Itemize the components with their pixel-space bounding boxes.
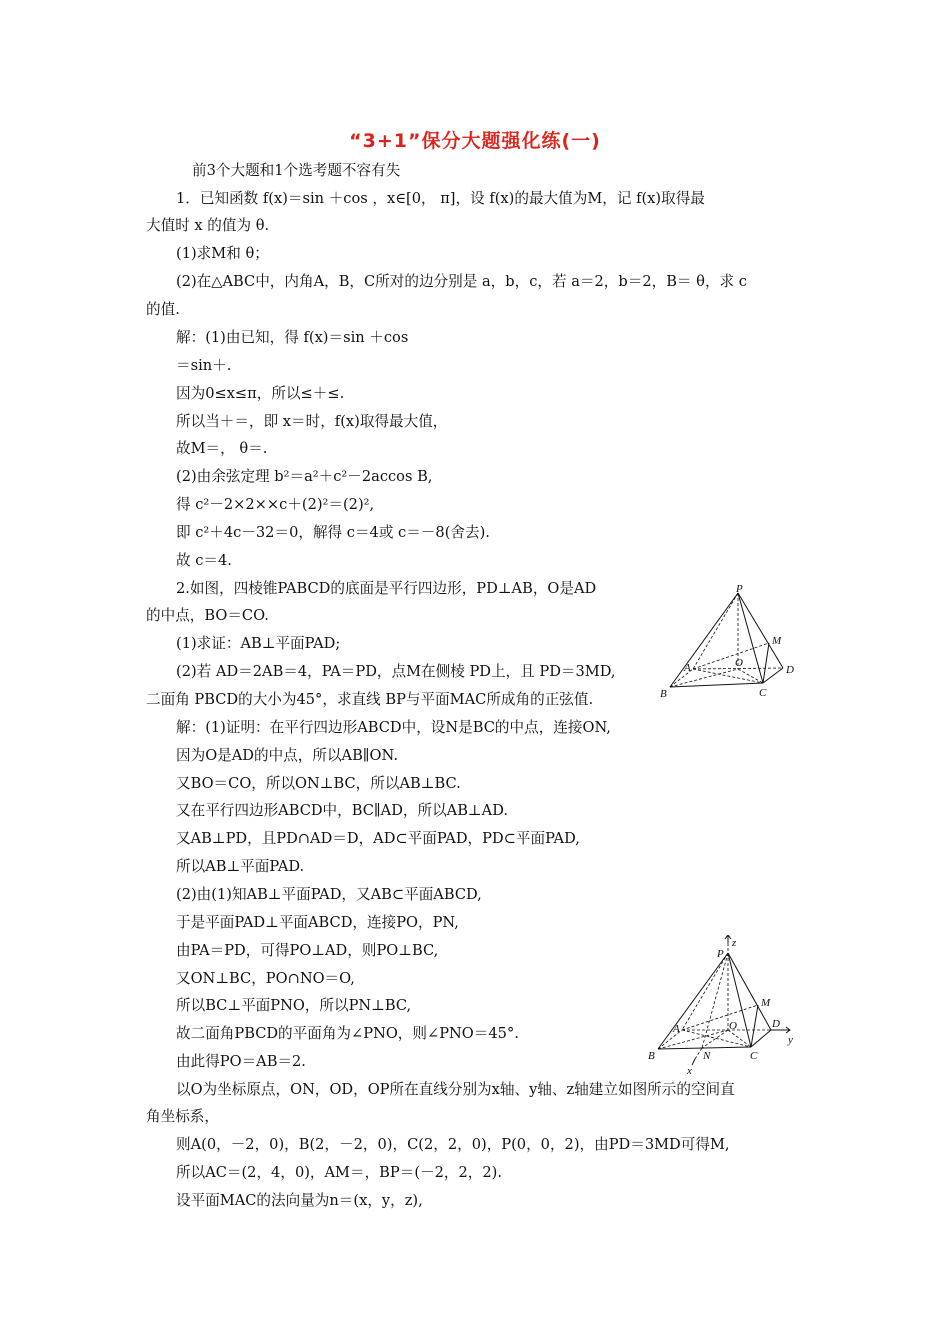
- page-title: “3+1”保分大题强化练(一): [349, 130, 601, 152]
- text-line: 解：(1)由已知，得 f(x)＝sin ＋cos: [176, 329, 409, 346]
- text-line: 1．已知函数 f(x)＝sin ＋cos ，x∈[0， π]，设 f(x)的最大值为M，记 f(x)取得最: [176, 190, 705, 207]
- text-line: 由此得PO＝AB＝2.: [176, 1053, 306, 1070]
- text-line: 又在平行四边形ABCD中，BC∥AD，所以AB⊥AD.: [176, 802, 509, 819]
- edge-PA: [682, 953, 728, 1030]
- text-line: 故 c＝4.: [176, 552, 232, 569]
- label-O: O: [735, 657, 743, 669]
- text-line: 于是平面PAD⊥平面ABCD，连接PO，PN,: [176, 914, 459, 931]
- label-x: x: [687, 1065, 692, 1075]
- text-line: (1)求证：AB⊥平面PAD;: [176, 635, 341, 652]
- text-line: 故二面角PBCD的平面角为∠PNO，则∠PNO＝45°.: [176, 1025, 519, 1042]
- text-line: (2)在△ABC中，内角A，B，C所对的边分别是 a，b，c，若 a＝2，b＝2，B＝ θ，求 c: [176, 273, 747, 290]
- edge-CM: [751, 1005, 758, 1047]
- text-line: 设平面MAC的法向量为n＝(x，y，z),: [176, 1192, 423, 1209]
- text-line: 二面角 PBCD的大小为45°，求直线 BP与平面MAC所成角的正弦值.: [146, 691, 594, 708]
- label-B: B: [648, 1050, 655, 1062]
- text-line: 得 c²－2×2××c＋(2)²＝(2)²,: [176, 496, 375, 513]
- text-line: 所以AC＝(2，4，0)，AM＝，BP＝(－2，2，2).: [176, 1164, 502, 1181]
- label-z: z: [732, 937, 737, 949]
- label-N: N: [703, 1050, 711, 1062]
- text-line: 的中点，BO＝CO.: [146, 607, 269, 624]
- text-line: 又ON⊥BC，PO∩NO＝O,: [176, 970, 355, 987]
- text-line: 又BO＝CO，所以ON⊥BC，所以AB⊥BC.: [176, 775, 461, 792]
- edge-PN: [702, 953, 728, 1048]
- label-M: M: [772, 635, 782, 647]
- edge-CD: [751, 1030, 771, 1047]
- edge-BC: [658, 1047, 751, 1049]
- text-line: 所以BC⊥平面PNO，所以PN⊥BC,: [176, 997, 412, 1014]
- text-line: 以O为坐标原点，ON，OD，OP所在直线分别为x轴、y轴、z轴建立如图所示的空间直: [176, 1081, 735, 1098]
- text-line: 又AB⊥PD，且PD∩AD＝D，AD⊂平面PAD，PD⊂平面PAD,: [176, 830, 580, 847]
- text-line: (1)求M和 θ；: [176, 245, 269, 262]
- text-line: 角坐标系，: [146, 1108, 219, 1125]
- label-A: A: [673, 1023, 680, 1035]
- label-D: D: [786, 664, 794, 676]
- text-line: 大值时 x 的值为 θ.: [146, 217, 270, 234]
- label-C: C: [750, 1050, 758, 1062]
- edge-AC: [682, 1030, 751, 1047]
- edge-CD: [763, 668, 783, 683]
- edge-PA: [693, 593, 738, 669]
- edge-PD: [738, 593, 783, 668]
- text-line: 因为O是AD的中点，所以AB∥ON.: [176, 747, 398, 764]
- text-line: 解：(1)证明：在平行四边形ABCD中，设N是BC的中点，连接ON,: [176, 719, 611, 736]
- edge-AC: [693, 669, 763, 683]
- edge-AM: [682, 1005, 758, 1030]
- text-line: 即 c²＋4c－32＝0，解得 c＝4或 c＝－8(舍去).: [176, 524, 490, 541]
- edge-PB: [658, 953, 728, 1049]
- text-line: 则A(0，－2，0)，B(2，－2，0)，C(2，2，0)，P(0，0，2)，由PD＝3MD可得M,: [176, 1136, 730, 1153]
- text-line: 所以当＋＝，即 x＝时，f(x)取得最大值，: [176, 413, 448, 430]
- label-B: B: [660, 688, 667, 700]
- label-P: P: [736, 585, 743, 595]
- edge-BC: [670, 683, 763, 687]
- edge-PC: [728, 953, 751, 1047]
- label-D: D: [772, 1018, 780, 1030]
- text-line: ＝sin＋.: [176, 357, 232, 374]
- edge-PC: [738, 593, 763, 683]
- label-P: P: [717, 948, 724, 960]
- edge-PD: [728, 953, 771, 1030]
- x-axis-dashed: [695, 1048, 702, 1059]
- text-line: 因为0≤x≤π，所以≤＋≤.: [176, 385, 345, 402]
- label-O: O: [729, 1020, 737, 1032]
- text-line: (2)由余弦定理 b²＝a²＋c²－2accos B,: [176, 468, 433, 485]
- text-line: 由PA＝PD，可得PO⊥AD，则PO⊥BC,: [176, 942, 439, 959]
- text-line: (2)若 AD＝2AB＝4，PA＝PD，点M在侧棱 PD上，且 PD＝3MD,: [176, 663, 616, 680]
- pyramid-figure-1: [655, 585, 805, 705]
- edge-PB: [670, 593, 738, 687]
- text-line: 2.如图，四棱锥PABCD的底面是平行四边形，PD⊥AB，O是AD: [176, 580, 597, 597]
- subtitle: 前3个大题和1个选考题不容有失: [192, 162, 401, 179]
- text-line: (2)由(1)知AB⊥平面PAD，又AB⊂平面ABCD,: [176, 886, 482, 903]
- x-axis: [692, 1059, 695, 1065]
- label-M: M: [761, 997, 771, 1009]
- pyramid-figure-2: [640, 935, 810, 1075]
- text-line: 的值.: [146, 301, 180, 318]
- edge-CM: [763, 643, 769, 683]
- label-y: y: [788, 1034, 793, 1046]
- text-line: 所以AB⊥平面PAD.: [176, 858, 305, 875]
- label-A: A: [684, 662, 691, 674]
- text-line: 故M＝， θ＝.: [176, 440, 268, 457]
- label-C: C: [759, 687, 767, 699]
